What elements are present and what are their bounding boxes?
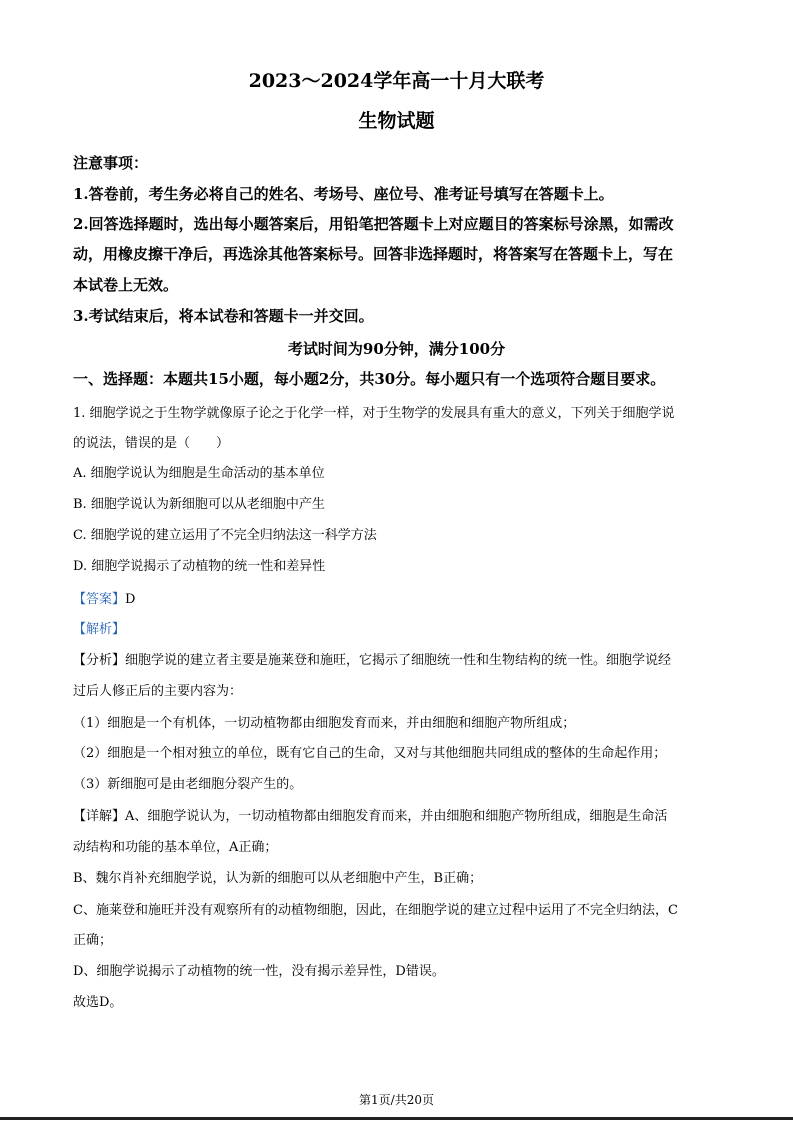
notice-heading: 注意事项： xyxy=(73,154,149,172)
notice-item-2-line-2: 动，用橡皮擦干净后，再选涂其他答案标号。回答非选择题时，将答案写在答题卡上，写在 xyxy=(73,245,674,263)
conclusion: 故选D。 xyxy=(73,995,123,1010)
point-3: （3）新细胞可是由老细胞分裂产生的。 xyxy=(73,777,303,792)
exam-title: 2023～2024学年高一十月大联考 xyxy=(248,70,545,92)
bottom-divider xyxy=(0,1117,793,1120)
notice-item-2-line-1: 2.回答选择题时，选出每小题答案后，用铅笔把答题卡上对应题目的答案标号涂黑，如需改 xyxy=(73,215,674,233)
fenxi-line-2: 过后人修正后的主要内容为： xyxy=(73,684,243,699)
detail-c-line-1: C、施莱登和施旺并没有观察所有的动植物细胞，因此，在细胞学说的建立过程中运用了不完全归纳法，C xyxy=(73,903,678,918)
point-1: （1）细胞是一个有机体，一切动植物都由细胞发育而来，并由细胞和细胞产物所组成； xyxy=(73,716,576,731)
xiangjie-tag: 【详解】 xyxy=(73,809,126,824)
option-b: B. 细胞学说认为新细胞可以从老细胞中产生 xyxy=(73,497,325,512)
detail-d: D、细胞学说揭示了动植物的统一性，没有揭示差异性，D错误。 xyxy=(73,964,445,979)
question-1-stem-line-1: 1. 细胞学说之于生物学就像原子论之于化学一样，对于生物学的发展具有重大的意义，下列关于细胞学说 xyxy=(73,406,675,421)
section-1-heading: 一、选择题：本题共15小题，每小题2分，共30分。每小题只有一个选项符合题目要求。 xyxy=(73,370,666,388)
answer-line xyxy=(73,588,723,607)
detail-a-line-2: 动结构和功能的基本单位，A正确； xyxy=(73,840,278,855)
detail-b: B、魏尔肖补充细胞学说，认为新的细胞可以从老细胞中产生，B正确； xyxy=(73,871,483,886)
detail-c-line-2: 正确； xyxy=(73,933,113,948)
option-a: A. 细胞学说认为细胞是生命活动的基本单位 xyxy=(73,466,325,481)
fenxi-line-1 xyxy=(73,649,723,668)
option-d: D. 细胞学说揭示了动植物的统一性和差异性 xyxy=(73,559,326,574)
subject-title: 生物试题 xyxy=(358,110,435,132)
notice-item-3: 3.考试结束后，将本试卷和答题卡一并交回。 xyxy=(73,307,374,325)
notice-item-1: 1.答卷前，考生务必将自己的姓名、考场号、座位号、准考证号填写在答题卡上。 xyxy=(73,185,614,203)
answer-value: D xyxy=(125,592,136,607)
detail-a-line-1 xyxy=(73,805,723,824)
exam-time-info: 考试时间为90分钟，满分100分 xyxy=(287,340,506,358)
analysis-tag: 【解析】 xyxy=(73,622,126,637)
point-2: （2）细胞是一个相对独立的单位，既有它自己的生命，又对与其他细胞共同组成的整体的生命起作用； xyxy=(73,746,667,761)
answer-tag: 【答案】 xyxy=(73,592,126,607)
option-c: C. 细胞学说的建立运用了不完全归纳法这一科学方法 xyxy=(73,528,377,543)
detail-a-text: A、细胞学说认为，一切动植物都由细胞发育而来，并由细胞和细胞产物所组成，细胞是生命活 xyxy=(125,809,668,824)
fenxi-text: 细胞学说的建立者主要是施莱登和施旺，它揭示了细胞统一性和生物结构的统一性。细胞学说经 xyxy=(125,653,672,668)
notice-item-2-line-3: 本试卷上无效。 xyxy=(73,276,179,294)
question-1-stem-line-2: 的说法，错误的是（ ） xyxy=(73,436,230,451)
fenxi-tag: 【分析】 xyxy=(73,653,126,668)
page-number: 第1页/共20页 xyxy=(359,1093,434,1107)
